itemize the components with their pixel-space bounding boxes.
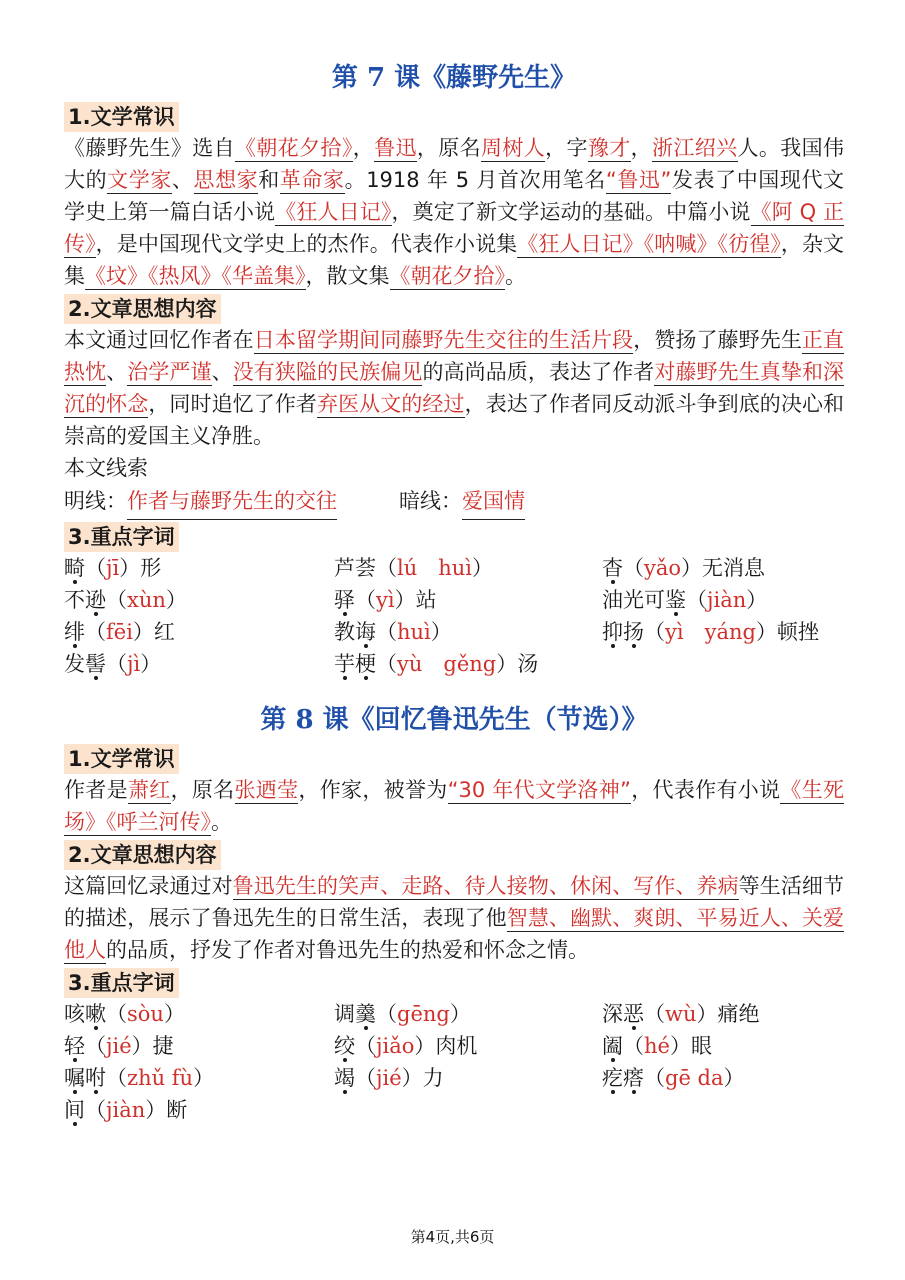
word-entry: 畸（jī）形	[64, 556, 162, 580]
ming-label: 明线：	[64, 489, 127, 513]
key-term: 《狂人日记》《呐喊》《彷徨》	[517, 232, 781, 256]
lesson7-title: 第 7 课《藤野先生》	[331, 63, 577, 93]
pinyin: hé	[644, 1034, 670, 1058]
page-content	[64, 56, 844, 1126]
word-entry: 竭（jié）力	[334, 1066, 444, 1090]
key-term: 日本留学期间同藤野先生交往的生活片段	[253, 328, 634, 352]
pinyin: jié	[376, 1066, 402, 1090]
key-term: 智慧、幽默、爽朗、平易近人、关爱他人	[64, 906, 844, 962]
word-entry: 驿（yì）站	[334, 588, 437, 612]
key-char: 阖	[602, 1034, 623, 1058]
page-footer: 第4页,共6页	[410, 1228, 495, 1246]
word-entry: 阖（hé）眼	[602, 1034, 712, 1058]
lesson8-s3-heading: 3.重点字词	[64, 968, 179, 998]
key-char: 羹	[355, 1002, 376, 1026]
word-entry: 抑扬（yì yáng）顿挫	[602, 620, 819, 644]
key-char: 间	[64, 1098, 85, 1122]
lesson8-literary-knowledge: 作者是萧红，原名张迺莹，作家，被誉为“30 年代文学洛神”，代表作有小说《生死场》《呼兰河传》。	[64, 778, 845, 834]
word-entry: 不逊（xùn）	[64, 588, 187, 612]
key-char: 竭	[334, 1066, 355, 1090]
key-term: 治学严谨	[127, 360, 212, 384]
word-entry: 间（jiàn）断	[64, 1098, 188, 1122]
word-entry: 发髻（jì）	[64, 652, 162, 676]
key-char: 绯	[64, 620, 85, 644]
pinyin: sòu	[127, 1002, 164, 1026]
pinyin: xùn	[127, 588, 166, 612]
key-term: 正直热忱	[64, 328, 845, 384]
word-entry: 杳（yǎo）无消息	[602, 556, 766, 580]
word-entry: 芦荟（lú huì）	[334, 556, 494, 580]
key-term: 周树人	[481, 136, 546, 160]
key-term: 鲁迅	[374, 136, 417, 160]
pinyin: wù	[665, 1002, 697, 1026]
key-term: 《生死场》《呼兰河传》	[64, 778, 845, 834]
key-term: 思想家	[193, 168, 259, 192]
lesson7-clue-title: 本文线索	[64, 456, 148, 480]
lesson7-s2-heading: 2.文章思想内容	[64, 294, 221, 324]
key-term: 《朝花夕拾》	[389, 264, 505, 288]
pinyin: gēng	[397, 1002, 450, 1026]
word-entry: 咳嗽（sòu）	[64, 1002, 185, 1026]
ming-value: 作者与藤野先生的交往	[127, 484, 337, 520]
key-term: 对藤野先生真挚和深沉的怀念	[64, 360, 845, 416]
key-char: 轻	[64, 1034, 85, 1058]
pinyin: yì yáng	[665, 620, 756, 644]
key-char: 诲	[355, 620, 376, 644]
pinyin: jiàn	[707, 588, 747, 612]
key-term: 弃医从文的经过	[317, 392, 465, 416]
pinyin: gē da	[665, 1066, 724, 1090]
key-term: 《朝花夕拾》	[235, 136, 353, 160]
key-term: 豫才	[587, 136, 631, 160]
pinyin: jī	[106, 556, 120, 580]
key-char: 驿	[334, 588, 355, 612]
lesson8-s2-heading: 2.文章思想内容	[64, 840, 221, 870]
key-term: 《狂人日记》	[275, 200, 392, 224]
key-char: 杳	[602, 556, 623, 580]
an-value: 爱国情	[462, 484, 525, 520]
key-term: 萧红	[127, 778, 171, 802]
lesson8-content-summary: 这篇回忆录通过对鲁迅先生的笑声、走路、待人接物、休闲、写作、养病等生活细节的描述，展示了鲁迅先生的日常生活，表现了他智慧、幽默、爽朗、平易近人、关爱他人的品质，抒发了作者对鲁迅先生的热爱和怀念之情。	[64, 874, 845, 962]
key-char: 嘱咐	[64, 1066, 106, 1090]
word-entry: 芋梗（yù gěng）汤	[334, 652, 539, 676]
lesson8-s1-heading: 1.文学常识	[64, 744, 179, 774]
key-char: 抑扬	[602, 620, 644, 644]
lesson7-word-grid	[64, 552, 844, 680]
word-entry: 油光可鉴（jiàn）	[602, 588, 768, 612]
key-char: 畸	[64, 556, 85, 580]
lesson7-clue-row	[64, 484, 844, 520]
key-char: 鉴	[665, 588, 686, 612]
lesson8-word-grid	[64, 998, 844, 1126]
pinyin: jiàn	[106, 1098, 146, 1122]
pinyin: yǎo	[644, 556, 682, 580]
key-term: 没有狭隘的民族偏见	[232, 360, 423, 384]
lesson7-s3-heading: 3.重点字词	[64, 522, 179, 552]
key-term: 浙江绍兴	[652, 136, 738, 160]
key-term: 鲁迅先生的笑声、走路、待人接物、休闲、写作、养病	[232, 874, 739, 898]
key-char: 逊	[85, 588, 106, 612]
key-term: “30 年代文学洛神”	[447, 778, 631, 802]
pinyin: jié	[106, 1034, 132, 1058]
pinyin: yì	[376, 588, 395, 612]
key-char: 芋梗	[334, 652, 376, 676]
pinyin: huì	[397, 620, 431, 644]
key-char: 髻	[85, 652, 106, 676]
lesson7-content-summary: 本文通过回忆作者在日本留学期间同藤野先生交往的生活片段，赞扬了藤野先生正直热忱、治学严谨、没有狭隘的民族偏见的高尚品质，表达了作者对藤野先生真挚和深沉的怀念，同时追忆了作者弃医从文的经过，表达了作者同反动派斗争到底的决心和崇高的爱国主义净胜。	[64, 328, 845, 448]
word-entry: 绯（fēi）红	[64, 620, 175, 644]
word-entry: 轻（jié）捷	[64, 1034, 174, 1058]
pinyin: yù gěng	[397, 652, 497, 676]
word-entry: 绞（jiǎo）肉机	[334, 1034, 478, 1058]
pinyin: fēi	[106, 620, 133, 644]
key-char: 绞	[334, 1034, 355, 1058]
word-entry: 调羹（gēng）	[334, 1002, 471, 1026]
an-label: 暗线：	[399, 489, 462, 513]
lesson8-title: 第 8 课《回忆鲁迅先生（节选）》	[260, 705, 648, 735]
lesson7-literary-knowledge: 《藤野先生》选自《朝花夕拾》，鲁迅，原名周树人，字豫才，浙江绍兴人。我国伟大的文学家、思想家和革命家。1918 年 5 月首次用笔名“鲁迅”发表了中国现代文学史上第一篇白话小说《狂人日记》，奠定了新文学运动的基础。中篇小说《阿 Q 正传》，是中国现代文学史上的杰作。代表作小说集《狂人日记》《呐喊》《彷徨》，杂文集《坟》《热风》《华盖集》，散文集《朝花夕拾》。	[64, 136, 845, 288]
key-char: 嗽	[85, 1002, 106, 1026]
pinyin: lú huì	[397, 556, 473, 580]
key-term: 革命家	[279, 168, 345, 192]
key-char: 疙瘩	[602, 1066, 644, 1090]
word-entry: 嘱咐（zhǔ fù）	[64, 1066, 215, 1090]
key-char: 恶	[623, 1002, 644, 1026]
key-term: 文学家	[107, 168, 172, 192]
key-term: 张迺莹	[234, 778, 299, 802]
key-term: 《阿 Q 正传》	[64, 200, 845, 256]
lesson7-s1-heading: 1.文学常识	[64, 102, 179, 132]
word-entry: 深恶（wù）痛绝	[602, 1002, 760, 1026]
word-entry: 疙瘩（gē da）	[602, 1066, 745, 1090]
key-term: “鲁迅”	[605, 168, 672, 192]
key-term: 《坟》《热风》《华盖集》	[85, 264, 306, 288]
pinyin: zhǔ fù	[127, 1066, 194, 1090]
pinyin: jì	[127, 652, 141, 676]
pinyin: jiǎo	[376, 1034, 415, 1058]
word-entry: 教诲（huì）	[334, 620, 452, 644]
